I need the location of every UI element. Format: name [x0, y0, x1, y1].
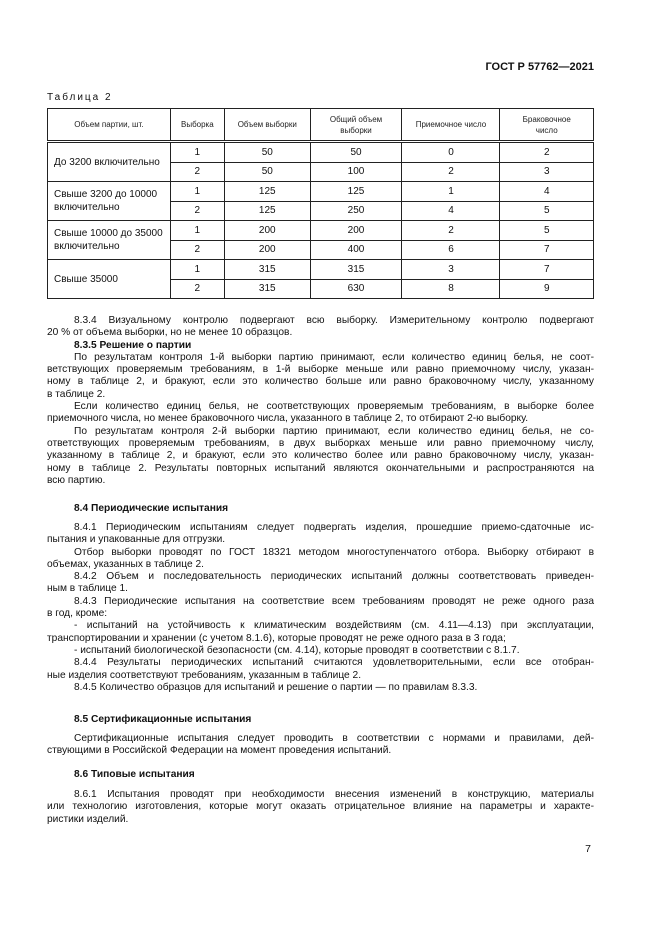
table-cell: 2 — [402, 162, 500, 182]
table-cell: 200 — [225, 240, 311, 260]
text-section — [47, 733, 594, 758]
text-line: 8.3.5 Решение о партии — [74, 339, 192, 351]
table-header-row — [48, 109, 594, 142]
text-line: ному в таблице 2. Результаты повторных испытаний являются окончательными и распространяются на — [47, 462, 594, 474]
table-cell: 6 — [402, 240, 500, 260]
text-line: 8.4.4 Результаты периодических испытаний считаются удовлетворительными, если все отобран- — [74, 657, 594, 669]
table-cell: 4 — [500, 182, 594, 202]
text-line: 8.6 Типовые испытания — [74, 769, 195, 780]
table-cell: 1 — [170, 260, 224, 280]
paragraph — [47, 571, 594, 596]
table-cell: 2 — [402, 221, 500, 241]
lot-size-cell: Свыше 3200 до 10000 включительно — [48, 182, 171, 221]
text-line: приемочного числа, но менее браковочного числа, указанного в таблице 2, то отбирают 2-ю выборку. — [47, 413, 529, 425]
paragraph — [47, 657, 594, 682]
column-header: Общий объем выборки — [310, 109, 402, 142]
paragraph — [47, 620, 594, 645]
document-header-standard: ГОСТ Р 57762—2021 — [485, 61, 594, 73]
text-line: указанному в таблице 2, и бракуют, если это количество более или равно браковочному числу, указан- — [47, 450, 594, 462]
table-caption: Таблица 2 — [47, 92, 113, 103]
table-row — [48, 221, 594, 241]
text-line: По результатам контроля 1-й выборки партию принимают, если количество единиц белья, не соот- — [74, 351, 594, 363]
table-cell: 7 — [500, 260, 594, 280]
text-line: Если количество единиц белья, не соответствующих проверяемым требованиям, в выборке более — [74, 401, 594, 413]
section-heading — [47, 769, 594, 781]
table-cell: 9 — [500, 279, 594, 299]
table-cell: 200 — [225, 221, 311, 241]
table-cell: 125 — [310, 182, 402, 202]
page-number: 7 — [585, 843, 591, 855]
text-line: ствующими в Российской Федерации на момент проведения испытаний. — [47, 745, 392, 757]
text-line: в год, кроме: — [47, 608, 108, 620]
table-cell: 2 — [170, 279, 224, 299]
text-line: транспортировании и хранении (с учетом 8.1.6), которые проводят не реже одного раза в 3 года; — [47, 632, 506, 644]
text-section — [47, 503, 594, 515]
table-row — [48, 182, 594, 202]
paragraph — [47, 426, 594, 487]
text-line: 8.6.1 Испытания проводят при необходимости внесения изменений в конструкцию, материалы — [74, 789, 594, 800]
text-line: ветствующих проверяемым требованиям, в 1-й выборке меньше или равно приемочному числу, указан- — [47, 364, 594, 376]
paragraph — [47, 789, 594, 826]
text-line: - испытаний на устойчивость к климатическим воздействиям (см. 4.11—4.13) при эксплуатации, — [74, 620, 594, 632]
text-line: всю партию. — [47, 474, 106, 486]
table-cell: 400 — [310, 240, 402, 260]
section-heading — [47, 503, 594, 515]
column-header: Объем партии, шт. — [48, 109, 171, 142]
table-cell: 200 — [310, 221, 402, 241]
text-line: Отбор выборки проводят по ГОСТ 18321 методом многоступенчатого отбора. Выборку отбирают в — [74, 546, 594, 558]
text-line: 8.5 Сертификационные испытания — [74, 714, 252, 725]
column-header: Объем выборки — [225, 109, 311, 142]
column-header: Браковочное число — [500, 109, 594, 142]
table-cell: 630 — [310, 279, 402, 299]
text-line: 8.4.1 Периодическим испытаниям следует подвергать изделия, прошедшие приемо-сдаточные ис- — [74, 522, 594, 533]
text-line: ответствующих проверяемым требованиям, в двух выборках меньше или равно приемочному числу, — [47, 437, 594, 449]
table-cell: 125 — [225, 182, 311, 202]
table-cell: 2 — [170, 162, 224, 182]
paragraph — [47, 596, 594, 621]
text-line: Сертификационные испытания следует проводить в соответствии с нормами и правилами, дей- — [74, 733, 594, 744]
text-line: объемах, указанных в таблице 2. — [47, 558, 204, 570]
paragraph — [47, 315, 594, 340]
text-line: ристики изделий. — [47, 813, 129, 825]
table-cell: 3 — [402, 260, 500, 280]
table-cell: 50 — [310, 142, 402, 163]
text-line: пытания и упакованные для отгрузки. — [47, 534, 226, 546]
text-line: или технологию изготовления, которые могут оказать отрицательное влияние на параметры и характе- — [47, 801, 594, 813]
table-cell: 315 — [225, 260, 311, 280]
section-heading — [47, 714, 594, 726]
text-line: ные изделия соответствуют требованиям, указанным в таблице 2. — [47, 669, 362, 681]
table-cell: 4 — [402, 201, 500, 221]
table-cell: 1 — [170, 182, 224, 202]
text-line: в таблице 2. — [47, 388, 106, 400]
table-row — [48, 142, 594, 163]
text-section — [47, 315, 594, 487]
table-cell: 0 — [402, 142, 500, 163]
text-line: 8.4.3 Периодические испытания на соответствие всем требованиям проводят не реже одного раза — [74, 595, 594, 607]
text-line: 20 % от объема выборки, но не менее 10 образцов. — [47, 327, 293, 339]
lot-size-cell: До 3200 включительно — [48, 142, 171, 182]
table-cell: 3 — [500, 162, 594, 182]
table-cell: 1 — [402, 182, 500, 202]
paragraph — [47, 682, 594, 694]
table-cell: 50 — [225, 162, 311, 182]
text-line: ному в таблице 2, и бракуют, если это количество больше или равно браковочному числу, указанному — [47, 376, 594, 388]
table-cell: 8 — [402, 279, 500, 299]
table-cell: 2 — [170, 201, 224, 221]
paragraph — [47, 645, 594, 657]
column-header: Выборка — [170, 109, 224, 142]
paragraph — [47, 522, 594, 547]
paragraph — [47, 401, 594, 426]
text-line: 8.3.4 Визуальному контролю подвергают всю выборку. Измерительному контролю подвергают — [74, 315, 594, 326]
text-line: 8.4.2 Объем и последовательность периодических испытаний должны соответствовать приведен- — [74, 571, 594, 583]
text-section — [47, 714, 594, 726]
text-section — [47, 789, 594, 826]
text-line: По результатам контроля 2-й выборки партию принимают, если количество единиц белья, не со- — [74, 425, 594, 437]
table-cell: 5 — [500, 221, 594, 241]
table-cell: 315 — [225, 279, 311, 299]
text-line: - испытаний биологической безопасности (см. 4.14), которые проводят в соответствии с 8.1.7. — [74, 644, 520, 656]
paragraph — [47, 547, 594, 572]
table-cell: 7 — [500, 240, 594, 260]
text-line: 8.4.5 Количество образцов для испытаний и решение о партии — по правилам 8.3.3. — [74, 681, 478, 693]
text-line: ным в таблице 1. — [47, 583, 128, 595]
table-cell: 125 — [225, 201, 311, 221]
sampling-table — [47, 108, 594, 299]
table-cell: 1 — [170, 221, 224, 241]
table-row — [48, 260, 594, 280]
table-cell: 2 — [500, 142, 594, 163]
text-section — [47, 769, 594, 781]
lot-size-cell: Свыше 35000 — [48, 260, 171, 299]
text-line: 8.4 Периодические испытания — [74, 503, 229, 514]
section-heading — [47, 340, 594, 352]
table-cell: 100 — [310, 162, 402, 182]
table-cell: 50 — [225, 142, 311, 163]
text-section — [47, 522, 594, 694]
table-cell: 315 — [310, 260, 402, 280]
table-cell: 5 — [500, 201, 594, 221]
paragraph — [47, 352, 594, 401]
lot-size-cell: Свыше 10000 до 35000 включительно — [48, 221, 171, 260]
table-cell: 250 — [310, 201, 402, 221]
table-cell: 1 — [170, 142, 224, 163]
paragraph — [47, 733, 594, 758]
table-cell: 2 — [170, 240, 224, 260]
column-header: Приемочное число — [402, 109, 500, 142]
